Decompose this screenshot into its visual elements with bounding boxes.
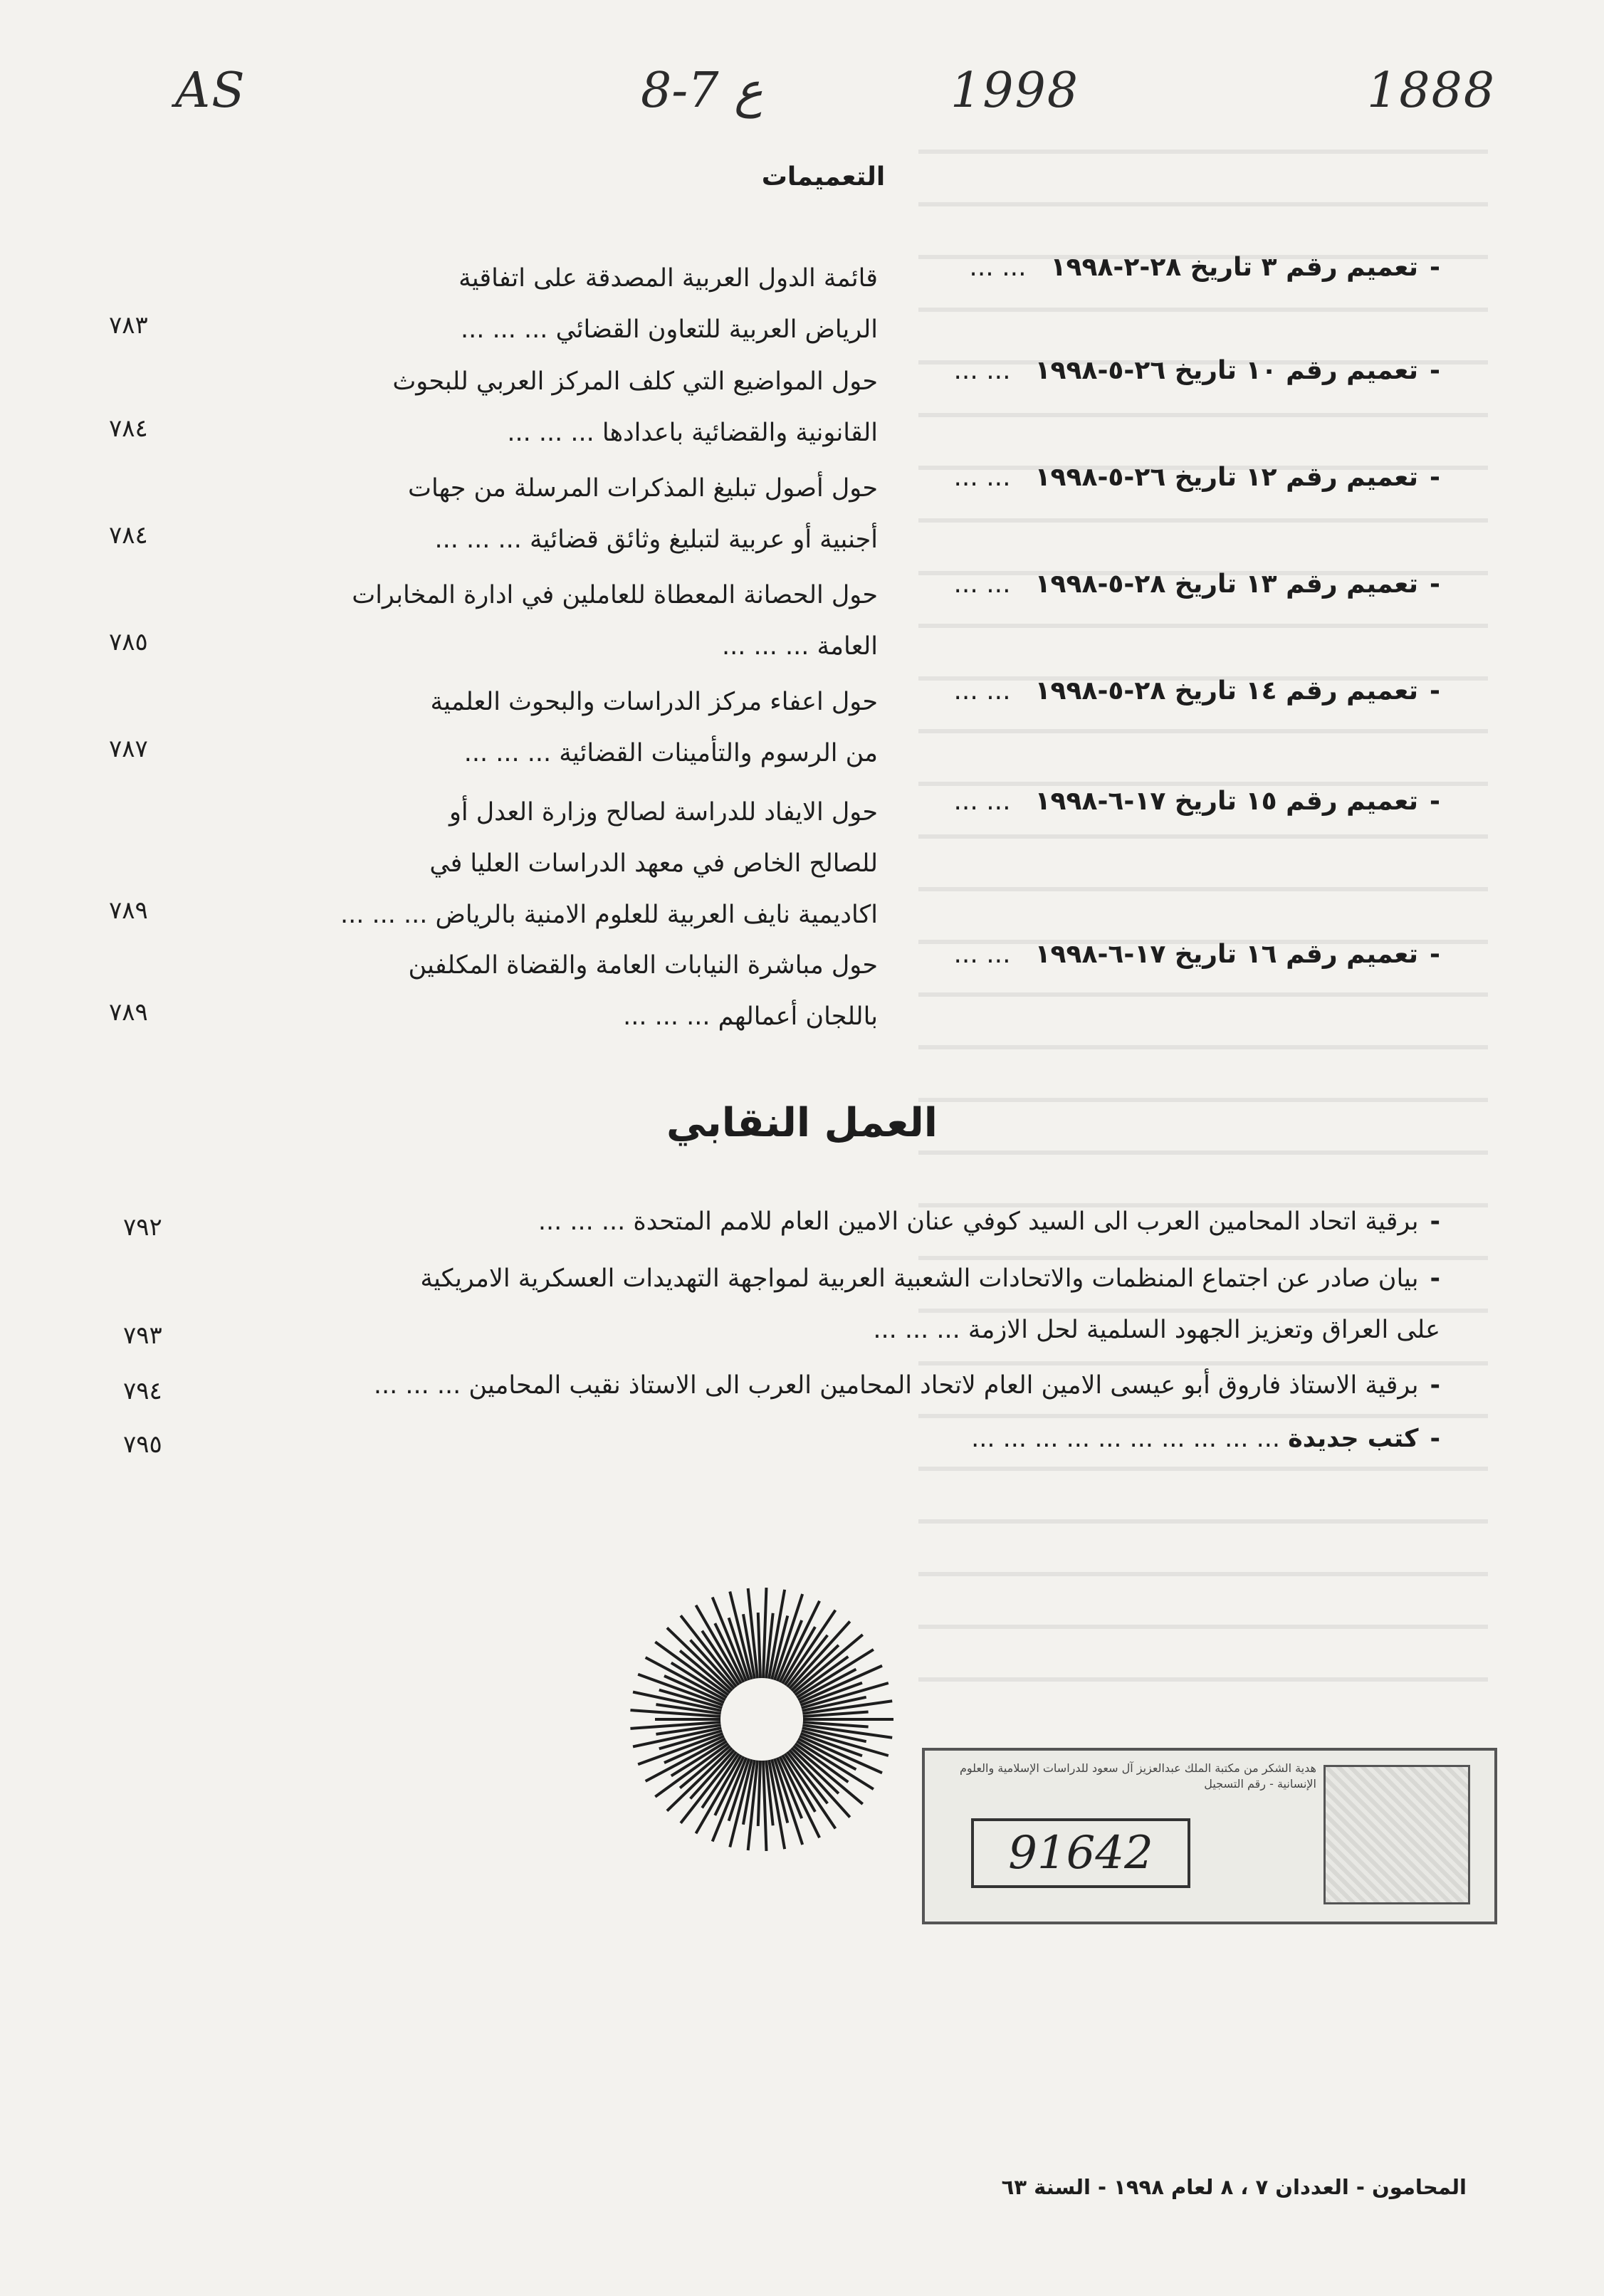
description-line bbox=[123, 463, 878, 514]
leader-dots: ... ... ... ... ... ... ... ... ... ... bbox=[971, 1425, 1289, 1453]
list-dash: - bbox=[1430, 787, 1440, 816]
union-item-text: على العراق وتعزيز الجهود السلمية لحل الازمة bbox=[968, 1316, 1440, 1344]
description-line bbox=[123, 838, 878, 889]
page-number: ٧٨٧ bbox=[109, 735, 148, 763]
union-item-line bbox=[123, 1413, 1440, 1464]
description-line bbox=[123, 889, 878, 940]
description-text: حول الايفاد للدراسة لصالح وزارة العدل أو bbox=[449, 798, 878, 827]
description-text: أجنبية أو عربية لتبليغ وثائق قضائية bbox=[530, 525, 878, 554]
circular-number-date: تعميم رقم ١٢ تاريخ ٢٦-٥-١٩٩٨ bbox=[1034, 463, 1419, 492]
circular-description bbox=[123, 676, 878, 779]
union-item-line bbox=[123, 1360, 1440, 1411]
description-text: قائمة الدول العربية المصدقة على اتفاقية bbox=[458, 264, 878, 293]
description-line bbox=[123, 356, 878, 407]
leader-dots: ... ... ... bbox=[538, 1207, 634, 1236]
sunburst-ray bbox=[638, 1674, 723, 1705]
circular-title bbox=[913, 253, 1440, 282]
sunburst-ornament bbox=[627, 1584, 897, 1855]
list-dash: - bbox=[1430, 253, 1440, 282]
description-line bbox=[123, 304, 878, 355]
circular-description bbox=[123, 253, 878, 355]
description-line bbox=[123, 407, 878, 458]
description-line bbox=[123, 991, 878, 1042]
page-number: ٧٨٣ bbox=[109, 311, 148, 340]
circular-number-date: تعميم رقم ١٦ تاريخ ١٧-٦-١٩٩٨ bbox=[1034, 940, 1419, 969]
leader-dots: ... ... ... bbox=[873, 1316, 968, 1344]
handwritten-number: 1888 bbox=[1367, 63, 1496, 119]
circular-description bbox=[123, 356, 878, 458]
description-text: باللجان أعمالهم bbox=[718, 1002, 878, 1031]
handwritten-year: 1998 bbox=[950, 63, 1080, 119]
description-text: العامة bbox=[817, 632, 878, 661]
page-number: ٧٩٥ bbox=[123, 1430, 162, 1459]
circular-number-date: تعميم رقم ٣ تاريخ ٢٨-٢-١٩٩٨ bbox=[1050, 253, 1419, 282]
leader-dots: ... ... ... bbox=[434, 525, 530, 554]
description-text: للصالح الخاص في معهد الدراسات العليا في bbox=[429, 849, 878, 878]
sunburst-center bbox=[728, 1685, 796, 1754]
circular-number-date: تعميم رقم ١٠ تاريخ ٢٦-٥-١٩٩٨ bbox=[1034, 356, 1419, 385]
leader-dots: ... ... bbox=[953, 356, 1011, 385]
union-item-text: بيان صادر عن اجتماع المنظمات والاتحادات الشعبية العربية لمواجهة التهديدات العسكرية الامريكية bbox=[420, 1264, 1419, 1293]
page-number: ٧٨٤ bbox=[109, 414, 148, 443]
description-text: حول الحصانة المعطاة للعاملين في ادارة المخابرات bbox=[352, 581, 878, 609]
circular-number-date: تعميم رقم ١٤ تاريخ ٢٨-٥-١٩٩٨ bbox=[1034, 676, 1419, 706]
list-dash: - bbox=[1430, 570, 1440, 599]
page-number: ٧٨٥ bbox=[109, 628, 148, 656]
description-text: حول مباشرة النيابات العامة والقضاة المكلفين bbox=[408, 951, 878, 980]
sunburst-ray bbox=[758, 1613, 760, 1678]
page-number: ٧٨٤ bbox=[109, 521, 148, 550]
sunburst-ray bbox=[763, 1588, 766, 1678]
page-footer: المحامون - العددان ٧ ، ٨ لعام ١٩٩٨ - السنة ٦٣ bbox=[1001, 2175, 1467, 2199]
circular-description bbox=[123, 570, 878, 672]
page-number: ٧٩٤ bbox=[123, 1377, 162, 1405]
list-dash: - bbox=[1430, 676, 1440, 706]
description-text: حول المواضيع التي كلف المركز العربي للبحوث bbox=[392, 367, 878, 396]
description-line bbox=[123, 570, 878, 621]
circular-number-date: تعميم رقم ١٣ تاريخ ٢٨-٥-١٩٩٨ bbox=[1034, 570, 1419, 599]
leader-dots: ... ... bbox=[969, 253, 1027, 282]
page-number: ٧٩٢ bbox=[123, 1213, 162, 1242]
list-dash: - bbox=[1430, 1207, 1440, 1236]
leader-dots: ... ... ... bbox=[623, 1002, 718, 1031]
circular-title bbox=[913, 940, 1440, 969]
list-dash: - bbox=[1430, 356, 1440, 385]
leader-dots: ... ... bbox=[953, 570, 1011, 599]
description-line bbox=[123, 621, 878, 672]
union-work-item bbox=[123, 1413, 1440, 1464]
leader-dots: ... ... bbox=[953, 676, 1011, 706]
list-dash: - bbox=[1430, 1371, 1440, 1400]
description-line bbox=[123, 676, 878, 728]
circular-description bbox=[123, 463, 878, 565]
leader-dots: ... ... ... bbox=[722, 632, 817, 661]
list-dash: - bbox=[1430, 1264, 1440, 1293]
union-item-line bbox=[123, 1253, 1440, 1304]
description-line bbox=[123, 940, 878, 991]
library-stamp bbox=[922, 1748, 1497, 1924]
union-item-line bbox=[123, 1196, 1440, 1247]
page-number: ٧٨٩ bbox=[109, 998, 148, 1027]
leader-dots: ... ... bbox=[953, 940, 1011, 969]
list-dash: - bbox=[1430, 940, 1440, 969]
sunburst-ray bbox=[638, 1734, 723, 1764]
leader-dots: ... ... ... bbox=[340, 901, 436, 929]
handwritten-issue: ع 7-8 bbox=[641, 63, 763, 119]
leader-dots: ... ... ... bbox=[507, 419, 602, 447]
section-title-circulars: التعميمات bbox=[761, 162, 886, 192]
union-work-item bbox=[123, 1253, 1440, 1356]
stamp-number: 91642 bbox=[971, 1818, 1190, 1888]
section-title-union-work: العمل النقابي bbox=[666, 1100, 938, 1146]
stamp-text: هدية الشكر من مكتبة الملك عبدالعزيز آل سعود للدراسات الإسلامية والعلوم الإنسانية - رقم التسجيل bbox=[959, 1761, 1316, 1791]
circular-title bbox=[913, 463, 1440, 492]
description-line bbox=[123, 728, 878, 779]
circular-description bbox=[123, 940, 878, 1042]
leader-dots: ... ... ... bbox=[461, 315, 556, 344]
union-item-text: كتب جديدة bbox=[1288, 1425, 1419, 1453]
description-text: الرياض العربية للتعاون القضائي bbox=[555, 315, 878, 344]
leader-dots: ... ... ... bbox=[373, 1371, 469, 1400]
description-line bbox=[123, 787, 878, 838]
union-item-text: برقية الاستاذ فاروق أبو عيسى الامين العام لاتحاد المحامين العرب الى الاستاذ نقيب المحامين bbox=[468, 1371, 1419, 1400]
leader-dots: ... ... ... bbox=[463, 739, 560, 767]
circular-title bbox=[913, 570, 1440, 599]
page-number: ٧٨٩ bbox=[109, 896, 148, 925]
page-number: ٧٩٣ bbox=[123, 1321, 162, 1350]
sunburst-ray bbox=[763, 1761, 766, 1851]
description-text: اكاديمية نايف العربية للعلوم الامنية بالرياض bbox=[435, 901, 878, 929]
union-work-item bbox=[123, 1196, 1440, 1247]
description-line bbox=[123, 253, 878, 304]
handwritten-code: AS bbox=[175, 63, 246, 119]
description-text: حول أصول تبليغ المذكرات المرسلة من جهات bbox=[408, 474, 878, 503]
description-text: القانونية والقضائية باعدادها bbox=[602, 419, 878, 447]
list-dash: - bbox=[1430, 1425, 1440, 1453]
leader-dots: ... ... bbox=[953, 787, 1011, 816]
description-text: حول اعفاء مركز الدراسات والبحوث العلمية bbox=[430, 688, 878, 716]
circular-number-date: تعميم رقم ١٥ تاريخ ١٧-٦-١٩٩٨ bbox=[1034, 787, 1419, 816]
circular-title bbox=[913, 676, 1440, 706]
circular-title bbox=[913, 787, 1440, 816]
stamp-seal-box bbox=[1323, 1765, 1470, 1904]
description-text: من الرسوم والتأمينات القضائية bbox=[559, 739, 878, 767]
circular-title bbox=[913, 356, 1440, 385]
union-work-item bbox=[123, 1360, 1440, 1411]
leader-dots: ... ... bbox=[953, 463, 1011, 492]
description-line bbox=[123, 514, 878, 565]
list-dash: - bbox=[1430, 463, 1440, 492]
union-item-line bbox=[123, 1304, 1440, 1356]
circular-description bbox=[123, 787, 878, 940]
union-item-text: برقية اتحاد المحامين العرب الى السيد كوفي عنان الامين العام للامم المتحدة bbox=[633, 1207, 1419, 1236]
sunburst-ray bbox=[758, 1761, 760, 1826]
